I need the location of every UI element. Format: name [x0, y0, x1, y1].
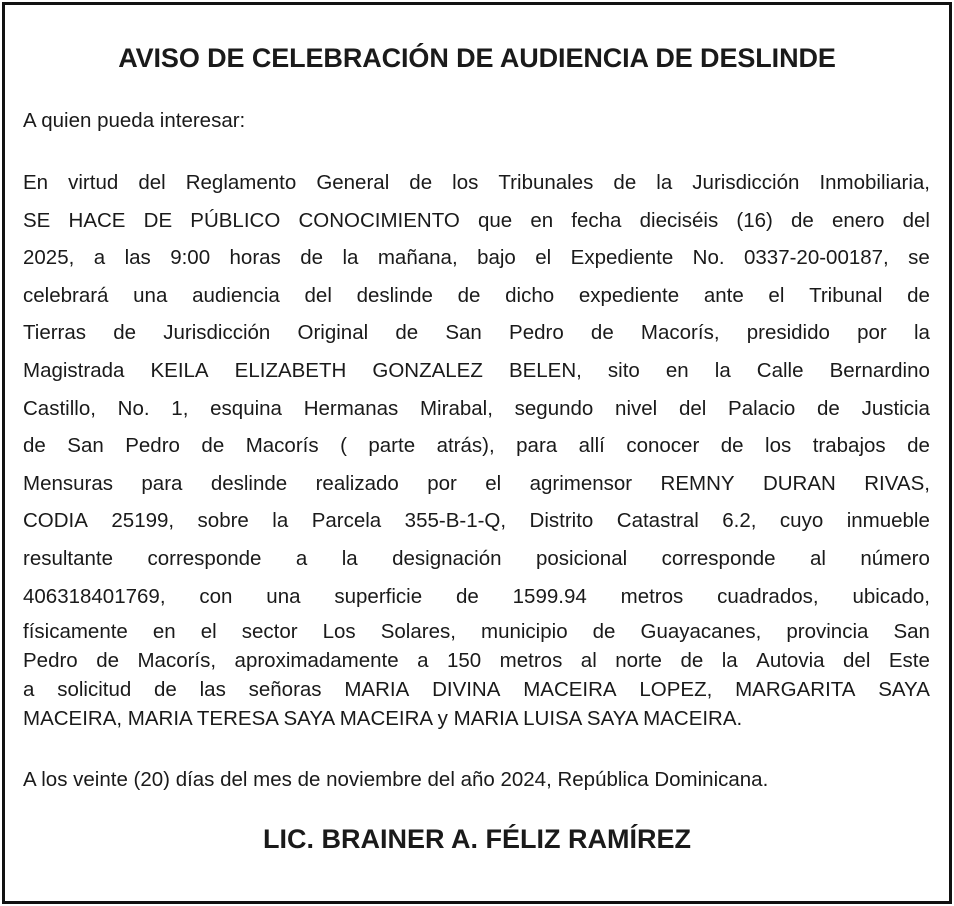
body-line: MACEIRA, MARIA TERESA SAYA MACEIRA y MARIA LUISA SAYA MACEIRA. — [23, 707, 743, 730]
body-line: físicamente en el sector Los Solares, municipio de Guayacanes, provincia San — [23, 620, 930, 643]
body-line: Pedro de Macorís, aproximadamente a 150 metros al norte de la Autovia del Este — [23, 649, 930, 672]
body-line: SE HACE DE PÚBLICO CONOCIMIENTO que en fecha dieciséis (16) de enero del — [23, 208, 930, 232]
body-line: celebrará una audiencia del deslinde de dicho expediente ante el Tribunal de — [23, 283, 930, 307]
body-line: a solicitud de las señoras MARIA DIVINA MACEIRA LOPEZ, MARGARITA SAYA — [23, 678, 930, 701]
body-line: Magistrada KEILA ELIZABETH GONZALEZ BELEN, sito en la Calle Bernardino — [23, 358, 930, 382]
body-line: Tierras de Jurisdicción Original de San Pedro de Macorís, presidido por la — [23, 321, 930, 345]
body-line: Castillo, No. 1, esquina Hermanas Mirabal, segundo nivel del Palacio de Justicia — [23, 396, 930, 420]
date-line: A los veinte (20) días del mes de noviembre del año 2024, República Dominicana. — [23, 768, 769, 791]
notice-title: AVISO DE CELEBRACIÓN DE AUDIENCIA DE DESLINDE — [118, 43, 836, 73]
body-line: Mensuras para deslinde realizado por el agrimensor REMNY DURAN RIVAS, — [23, 471, 930, 495]
notice-body-paragraph-continued — [23, 617, 930, 733]
notice-body-paragraph — [23, 164, 930, 615]
body-line: resultante corresponde a la designación posicional corresponde al número — [23, 546, 930, 570]
signature: LIC. BRAINER A. FÉLIZ RAMÍREZ — [263, 824, 691, 854]
body-line: de San Pedro de Macorís ( parte atrás), para allí conocer de los trabajos de — [23, 434, 930, 458]
body-line: En virtud del Reglamento General de los Tribunales de la Jurisdicción Inmobiliaria, — [23, 171, 930, 194]
body-line: CODIA 25199, sobre la Parcela 355-B-1-Q, Distrito Catastral 6.2, cuyo inmueble — [23, 509, 930, 533]
salutation: A quien pueda interesar: — [23, 109, 246, 132]
body-line: 406318401769, con una superficie de 1599.94 metros cuadrados, ubicado, — [23, 584, 930, 608]
notice-frame — [2, 2, 952, 904]
body-line: 2025, a las 9:00 horas de la mañana, bajo el Expediente No. 0337-20-00187, se — [23, 246, 930, 270]
